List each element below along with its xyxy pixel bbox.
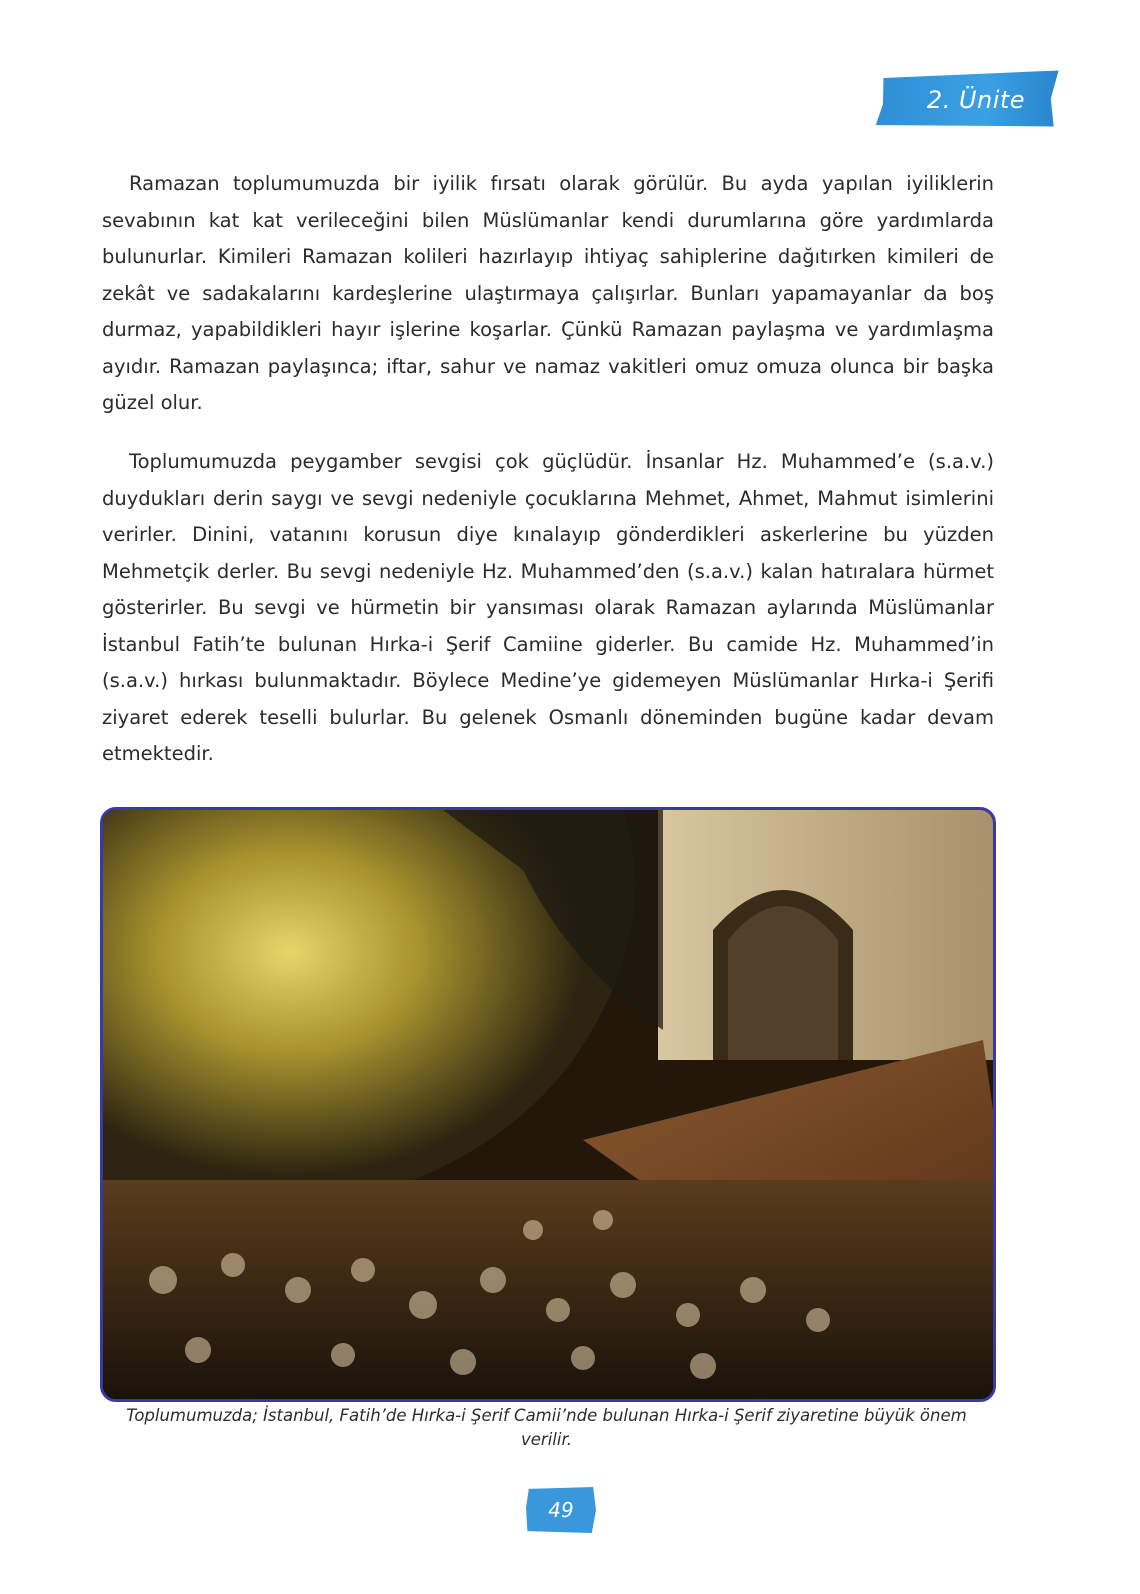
paragraph-prophet-love: Toplumumuzda peygamber sevgisi çok güçlüdür. İnsanlar Hz. Muhammed’e (s.a.v.) duydukları derin saygı ve sevgi nedeniyle çocuklarına Mehmet, Ahmet, Mahmut isimlerini verirler. Dinini, vatanını korusun diye kınalayıp gönderdikleri askerlerine bu yüzden Mehmetçik derler. Bu sevgi nedeniyle Hz. Muhammed’den (s.a.v.) kalan hatıralara hürmet gösterirler. Bu sevgi ve hürmetin bir yansıması olarak Ramazan aylarında Müslümanlar İstanbul Fatih’te bulunan Hırka-i Şerif Camiine giderler. Bu camide Hz. Muhammed’in (s.a.v.) hırkası bulunmaktadır. Böylece Medine’ye gidemeyen Müslümanlar Hırka-i Şerifi ziyaret ederek teselli bulurlar. Bu gelenek Osmanlı döneminden bugüne kadar devam etmektedir.	[102, 450, 994, 765]
photo-illustration	[103, 810, 993, 1399]
crowd-area	[103, 1180, 993, 1399]
hirka-i-serif-photo	[100, 807, 996, 1402]
mosque-gate	[728, 906, 838, 1060]
page-number: 49	[548, 1498, 574, 1522]
unit-label: 2. Ünite	[926, 86, 1026, 114]
paragraph-ramadan: Ramazan toplumumuzda bir iyilik fırsatı olarak görülür. Bu ayda yapılan iyiliklerin sevabının kat kat verileceğini bilen Müslümanlar kendi durumlarına göre yardımlarda bulunurlar. Kimileri Ramazan kolileri hazırlayıp ihtiyaç sahiplerine dağıtırken kimileri de zekât ve sadakalarını kardeşlerine ulaştırmaya çalışırlar. Bunları yapamayanlar da boş durmaz, yapabildikleri hayır işlerine koşarlar. Çünkü Ramazan paylaşma ve yardımlaşma ayıdır. Ramazan paylaşınca; iftar, sahur ve namaz vakitleri omuz omuza olunca bir başka güzel olur.	[102, 172, 994, 414]
photo-caption: Toplumumuzda; İstanbul, Fatih’de Hırka-i Şerif Camii’nde bulunan Hırka-i Şerif ziyaretine büyük önem verilir.	[126, 1406, 967, 1449]
